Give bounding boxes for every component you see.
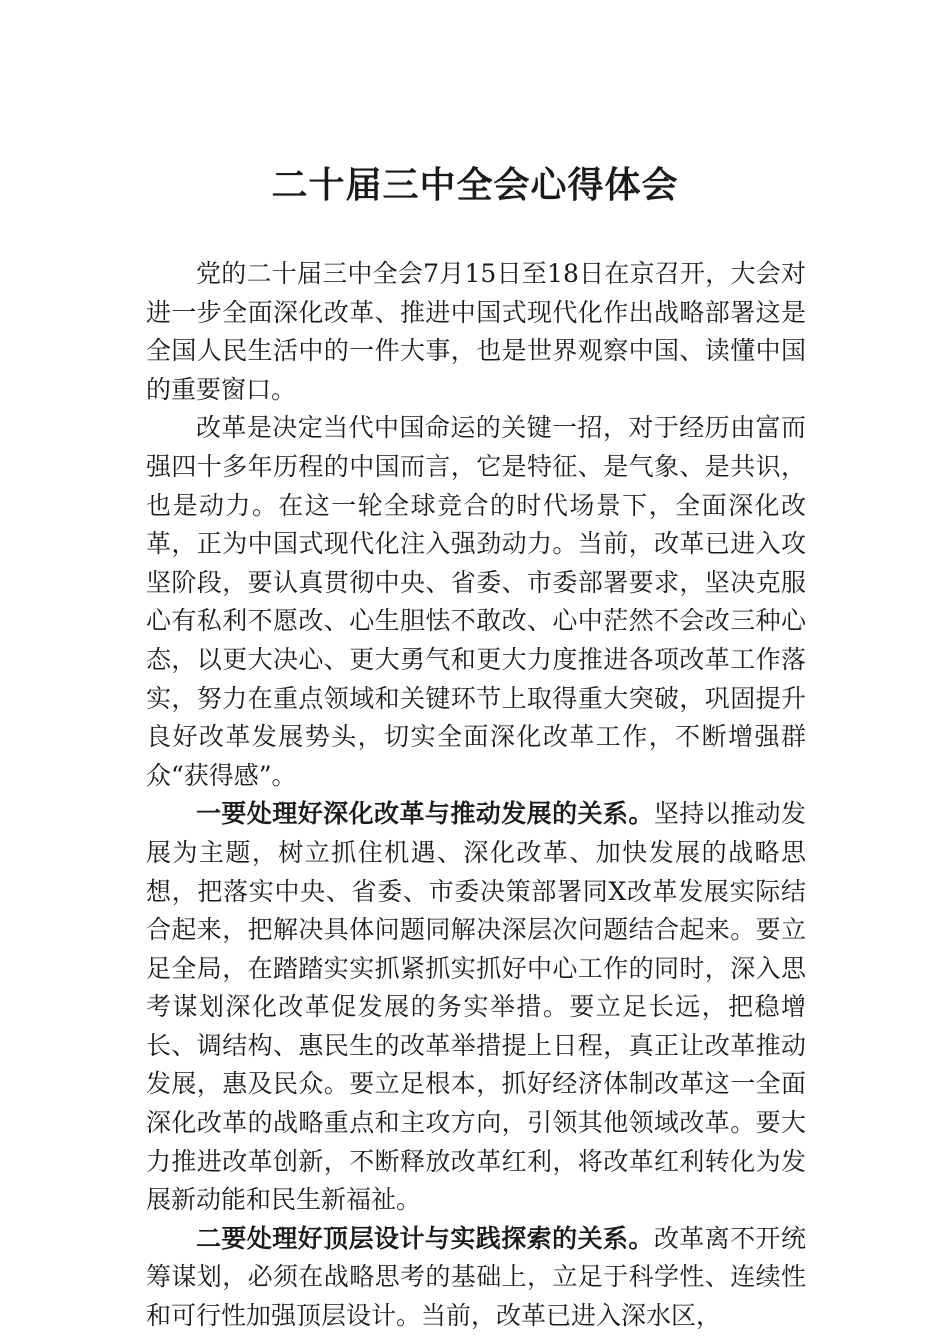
paragraph-lead-heading: 一要处理好深化改革与推动发展的关系。 xyxy=(196,799,654,829)
paragraph-text: 坚持以推动发展为主题，树立抓住机遇、深化改革、加快发展的战略思想，把落实中央、省委、市委决策部署同X改革发展实际结合起来，把解决具体问题同解决深层次问题结合起来。要立足全局，在踏踏实实抓紧抓实抓好中心工作的同时，深入思考谋划深化改革促发展的务实举措。要立足长远，把稳增长、调结构、惠民生的改革举措提上日程，真正让改革推动发展，惠及民众。要立足根本，抓好经济体制改革这一全面深化改革的战略重点和主攻方向，引领其他领域改革。要大力推进改革创新，不断释放改革红利，将改革红利转化为发展新动能和民生新福祉。 xyxy=(146,799,806,1215)
document-title: 二十届三中全会心得体会 xyxy=(271,164,679,206)
paragraph-intro xyxy=(146,255,806,409)
paragraph-lead-heading: 二要处理好顶层设计与实践探索的关系。 xyxy=(196,1223,654,1253)
paragraph-point-two xyxy=(146,1220,806,1336)
paragraph-text: 党的二十届三中全会7月15日至18日在京召开，大会对进一步全面深化改革、推进中国式现代化作出战略部署这是全国人民生活中的一件大事，也是世界观察中国、读懂中国的重要窗口。 xyxy=(146,259,806,404)
paragraph-point-one xyxy=(146,795,806,1220)
document-body xyxy=(146,255,806,1336)
paragraph-reform-significance xyxy=(146,409,806,795)
paragraph-text: 改革离不开统筹谋划，必须在战略思考的基础上，立足于科学性、连续性和可行性加强顶层设计。当前，改革已进入深水区， xyxy=(146,1223,806,1331)
paragraph-text: 改革是决定当代中国命运的关键一招，对于经历由富而强四十多年历程的中国而言，它是特征、是气象、是共识，也是动力。在这一轮全球竞合的时代场景下，全面深化改革，正为中国式现代化注入强劲动力。当前，改革已进入攻坚阶段，要认真贯彻中央、省委、市委部署要求，坚决克服心有私利不愿改、心生胆怯不敢改、心中茫然不会改三种心态，以更大决心、更大勇气和更大力度推进各项改革工作落实，努力在重点领域和关键环节上取得重大突破，巩固提升良好改革发展势头，切实全面深化改革工作，不断增强群众“获得感”。 xyxy=(146,413,806,790)
